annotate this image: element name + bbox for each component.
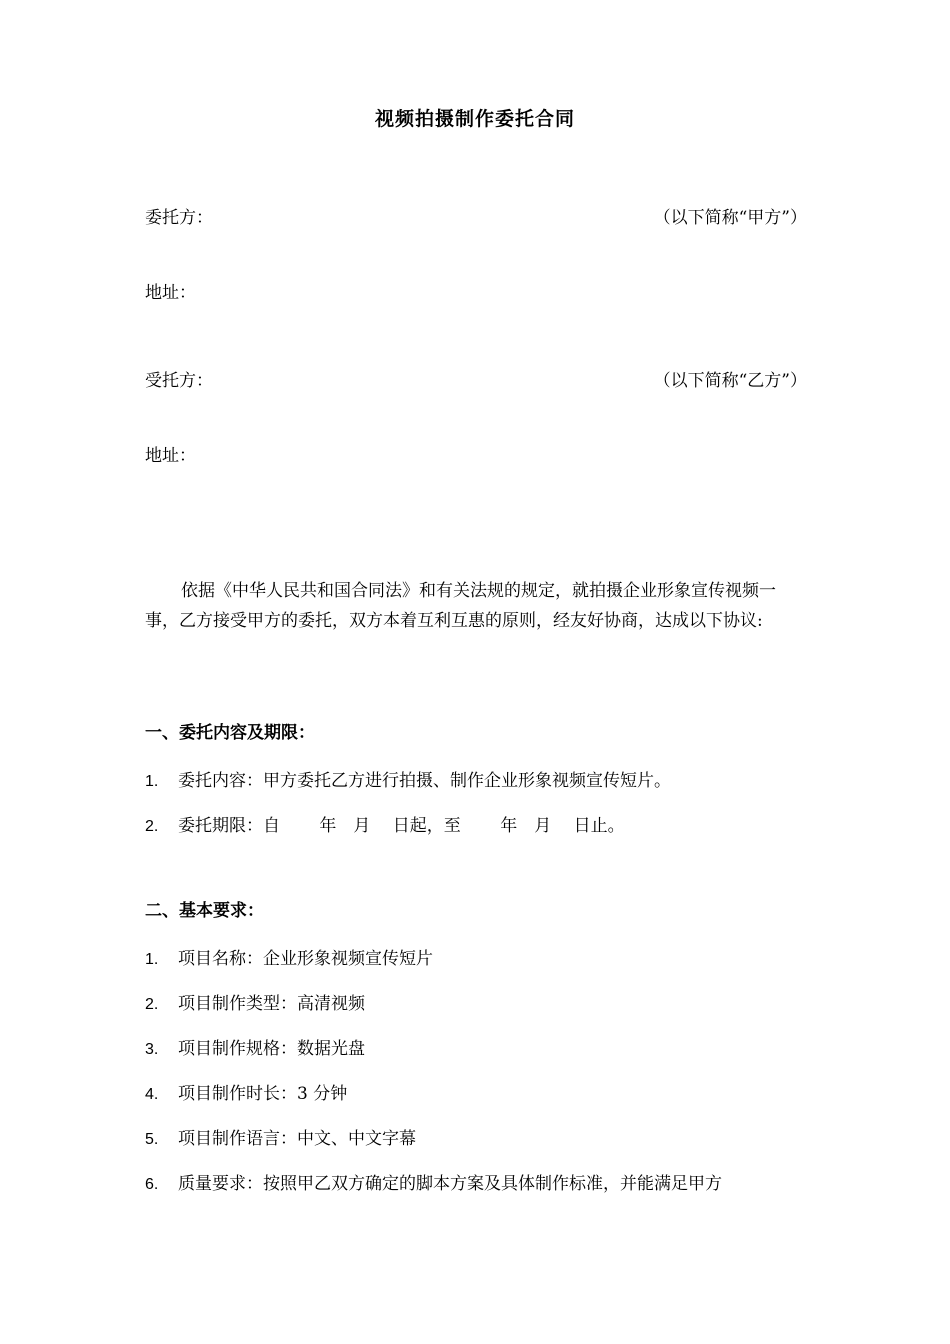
list-item-number: 2. (145, 996, 159, 1013)
list-item-text: 委托期限：自 年 月 日起，至 年 月 日止。 (178, 816, 625, 836)
list-item (145, 1082, 347, 1107)
list-item-number: 1. (145, 773, 159, 790)
list-item (145, 1037, 365, 1062)
list-item-text: 项目制作语言：中文、中文字幕 (178, 1129, 416, 1149)
list-item (145, 947, 433, 972)
list-item-text: 项目名称：企业形象视频宣传短片 (178, 949, 433, 969)
list-item (145, 992, 365, 1017)
list-item (145, 769, 671, 794)
list-item (145, 814, 625, 839)
document-title: 视频拍摄制作委托合同 (374, 108, 575, 130)
list-item-number: 6. (145, 1176, 159, 1193)
preamble-paragraph: 依据《中华人民共和国合同法》和有关法规的规定，就拍摄企业形象宣传视频一事，乙方接受甲方的委托，双方本着互利互惠的原则，经友好协商，达成以下协议: (145, 581, 776, 631)
list-item-number: 3. (145, 1041, 159, 1058)
party-b-label: 受托方： (145, 371, 213, 391)
party-b-note: （以下简称“乙方”） (653, 371, 807, 391)
list-item-text: 质量要求：按照甲乙双方确定的脚本方案及具体制作标准，并能满足甲方 (178, 1174, 722, 1194)
section-heading-1: 一、委托内容及期限： (145, 723, 315, 743)
party-a-address-label: 地址： (145, 283, 196, 303)
list-item (145, 1172, 722, 1197)
list-item-number: 4. (145, 1086, 159, 1103)
list-item-number: 5. (145, 1131, 159, 1148)
list-item (145, 1127, 416, 1152)
party-a-label: 委托方： (145, 208, 213, 228)
section-heading-2: 二、基本要求： (145, 901, 264, 921)
list-item-text: 项目制作规格：数据光盘 (178, 1039, 365, 1059)
list-item-number: 2. (145, 818, 159, 835)
list-item-text: 项目制作时长：3 分钟 (178, 1084, 348, 1104)
party-b-address-label: 地址： (145, 446, 196, 466)
list-item-number: 1. (145, 951, 159, 968)
list-item-text: 委托内容：甲方委托乙方进行拍摄、制作企业形象视频宣传短片。 (178, 771, 671, 791)
list-item-text: 项目制作类型：高清视频 (178, 994, 365, 1014)
party-a-note: （以下简称“甲方”） (653, 208, 807, 228)
